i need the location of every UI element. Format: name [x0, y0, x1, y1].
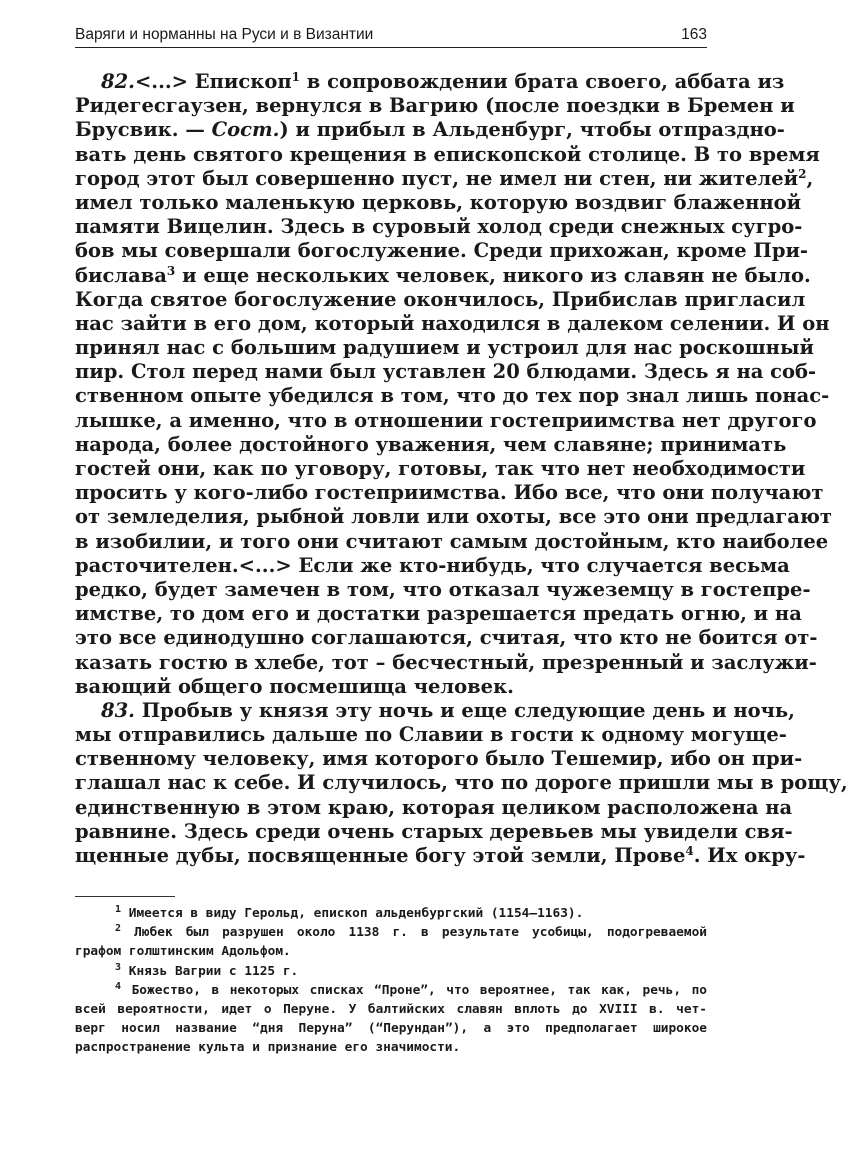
paragraph-number: 83. — [101, 698, 135, 722]
text-line: бов мы совершали богослужение. Среди прихожан, кроме При- — [75, 239, 809, 263]
text-line: Ридегесгаузен, вернулся в Вагрию (после поездки в Бремен и — [75, 94, 795, 118]
paragraph-number: 82. — [101, 70, 135, 93]
text-line: в изобилии, и того они считают самым достойным, кто наиболее — [75, 529, 829, 553]
page-number: 163 — [681, 26, 707, 43]
footnote-ref[interactable]: 4 — [685, 844, 694, 858]
text-line: 82.<...> Епископ$^1$ в сопровождении брата своего, аббата из — [101, 70, 785, 93]
footnote-divider — [75, 896, 175, 897]
text-line: Брусвик. — Сост.) и прибыл в Альденбург, чтобы отпраздно- — [75, 118, 785, 142]
text-line: единственную в этом краю, которая целиком расположена на — [75, 795, 793, 819]
running-title: Варяги и норманны на Руси и в Византии — [75, 26, 374, 43]
text-line: бислава$^3$ и еще нескольких человек, никого из славян не было. — [75, 263, 811, 287]
footnote-2-cont: графом голштинским Адольфом. — [75, 944, 291, 960]
footnote-4-cont: распространение культа и признание его значимости. — [75, 1040, 461, 1056]
text-line: ственному человеку, имя которого было Тешемир, ибо он при- — [75, 747, 803, 771]
running-header — [75, 22, 707, 48]
text-line: имстве, то дом его и достатки разрешается предать огню, и на — [75, 602, 802, 626]
text-line: памяти Вицелин. Здесь в суровый холод среди снежных сугро- — [75, 215, 803, 239]
text-line: принял нас с большим радушием и устроил для нас роскошный — [75, 336, 814, 360]
footnote-3: $^3$ Князь Вагрии с 1125 г. — [115, 961, 299, 979]
text-line: имел только маленькую церковь, которую воздвиг блаженной — [75, 190, 802, 214]
text-line: от земледелия, рыбной ловли или охоты, все это они предлагают — [75, 505, 833, 529]
text-line: равнине. Здесь среди очень старых деревьев мы увидели свя- — [75, 819, 793, 843]
footnote-4-cont: всей вероятности, идет о Перуне. У балтийских славян вплоть до XVIII в. чет- — [75, 1001, 707, 1017]
text-line: гостей они, как по уговору, готовы, так что нет необходимости — [75, 457, 806, 480]
text-line: ственном опыте убедился в том, что до тех пор знал лишь понас- — [75, 384, 830, 408]
text-line: редко, будет замечен в том, что отказал чужеземцу в гостепре- — [75, 577, 811, 601]
text-line: город этот был совершенно пуст, не имел ни стен, ни жителей$^2$, — [75, 166, 814, 190]
main-text — [75, 70, 848, 868]
text-line: пир. Стол перед нами был уставлен 20 блюдами. Здесь я на соб- — [75, 360, 817, 384]
text-line: глашал нас к себе. И случилось, что по дороге пришли мы в рощу, — [75, 771, 848, 795]
text-line: расточителен.<...> Если же кто-нибудь, что случается весьма — [75, 553, 790, 577]
footnote-1: $^1$ Имеется в виду Герольд, епископ альденбургский (1154—1163). — [115, 904, 584, 921]
footnote-4: $^4$ Божество, в некоторых списках “Проне”, что вероятнее, так как, речь, по — [115, 980, 707, 998]
text-line: щенные дубы, посвященные богу этой земли, Прове$^4$. Их окру- — [75, 844, 806, 867]
text-line: это все единодушно соглашаются, считая, что кто не боится от- — [75, 626, 818, 650]
text-line: просить у кого-либо гостеприимства. Ибо все, что они получают — [75, 481, 824, 505]
text-line: вающий общего посмешища человек. — [75, 674, 514, 698]
footnote-ref[interactable]: 2 — [798, 166, 807, 181]
text-line: мы отправились дальше по Славии в гости к одному могуще- — [75, 723, 787, 747]
text-line: Когда святое богослужение окончилось, Прибислав пригласил — [75, 287, 806, 311]
text-line: нас зайти в его дом, который находился в далеком селении. И он — [75, 311, 830, 335]
text-line: казать гостю в хлебе, тот – бесчестный, презренный и заслужи- — [75, 650, 817, 674]
footnotes — [75, 904, 707, 1058]
text-line: вать день святого крещения в епископской столице. В то время — [75, 142, 820, 166]
footnote-ref[interactable]: 3 — [166, 263, 176, 278]
text-line: лышке, а именно, что в отношении гостеприимства нет другого — [75, 408, 817, 432]
text-line: 83. Пробыв у князя эту ночь и еще следующие день и ночь, — [101, 698, 795, 722]
text-line: народа, более достойного уважения, чем славяне; принимать — [75, 432, 787, 456]
footnote-ref[interactable]: 1 — [291, 70, 300, 84]
footnote-4-cont: верг носил название “дня Перуна” (“Перундан”), а это предполагает широкое — [75, 1021, 707, 1037]
footnote-2: $^2$ Любек был разрушен около 1138 г. в результате усобицы, подогреваемой — [115, 923, 707, 941]
